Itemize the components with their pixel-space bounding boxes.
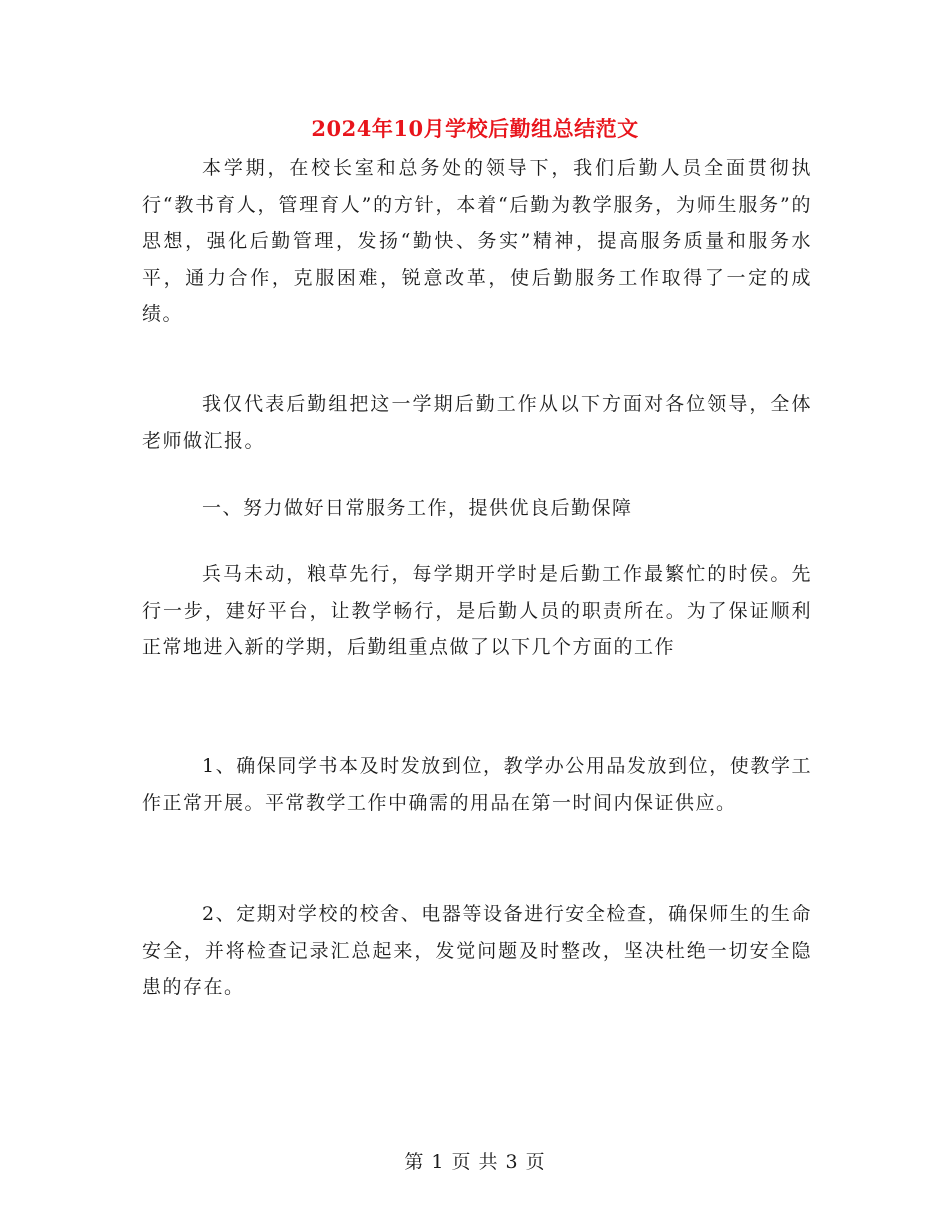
list-item-1: 1、确保同学书本及时发放到位，教学办公用品发放到位，使教学工作正常开展。平常教学工作中确需的用品在第一时间内保证供应。 [142, 755, 812, 814]
page-footer: 第 1 页 共 3 页 [404, 1151, 546, 1173]
list-item-2: 2、定期对学校的校舍、电器等设备进行安全检查，确保师生的生命安全，并将检查记录汇总起来，发觉问题及时整改，坚决杜绝一切安全隐患的存在。 [142, 903, 812, 998]
document-title: 2024年10月学校后勤组总结范文 [311, 116, 639, 141]
section-heading-1: 一、努力做好日常服务工作，提供优良后勤保障 [202, 497, 633, 519]
paragraph-intro: 本学期，在校长室和总务处的领导下，我们后勤人员全面贯彻执行“教书育人，管理育人”的方针，本着“后勤为教学服务，为师生服务”的思想，强化后勤管理，发扬“勤快、务实”精神，提高服务质量和服务水平，通力合作，克服困难，锐意改革，使后勤服务工作取得了一定的成绩。 [142, 157, 812, 325]
paragraph-report: 我仅代表后勤组把这一学期后勤工作从以下方面对各位领导，全体老师做汇报。 [142, 393, 812, 452]
paragraph-preparation: 兵马未动，粮草先行，每学期开学时是后勤工作最繁忙的时侯。先行一步，建好平台，让教学畅行，是后勤人员的职责所在。为了保证顺利正常地进入新的学期，后勤组重点做了以下几个方面的工作 [142, 563, 812, 658]
